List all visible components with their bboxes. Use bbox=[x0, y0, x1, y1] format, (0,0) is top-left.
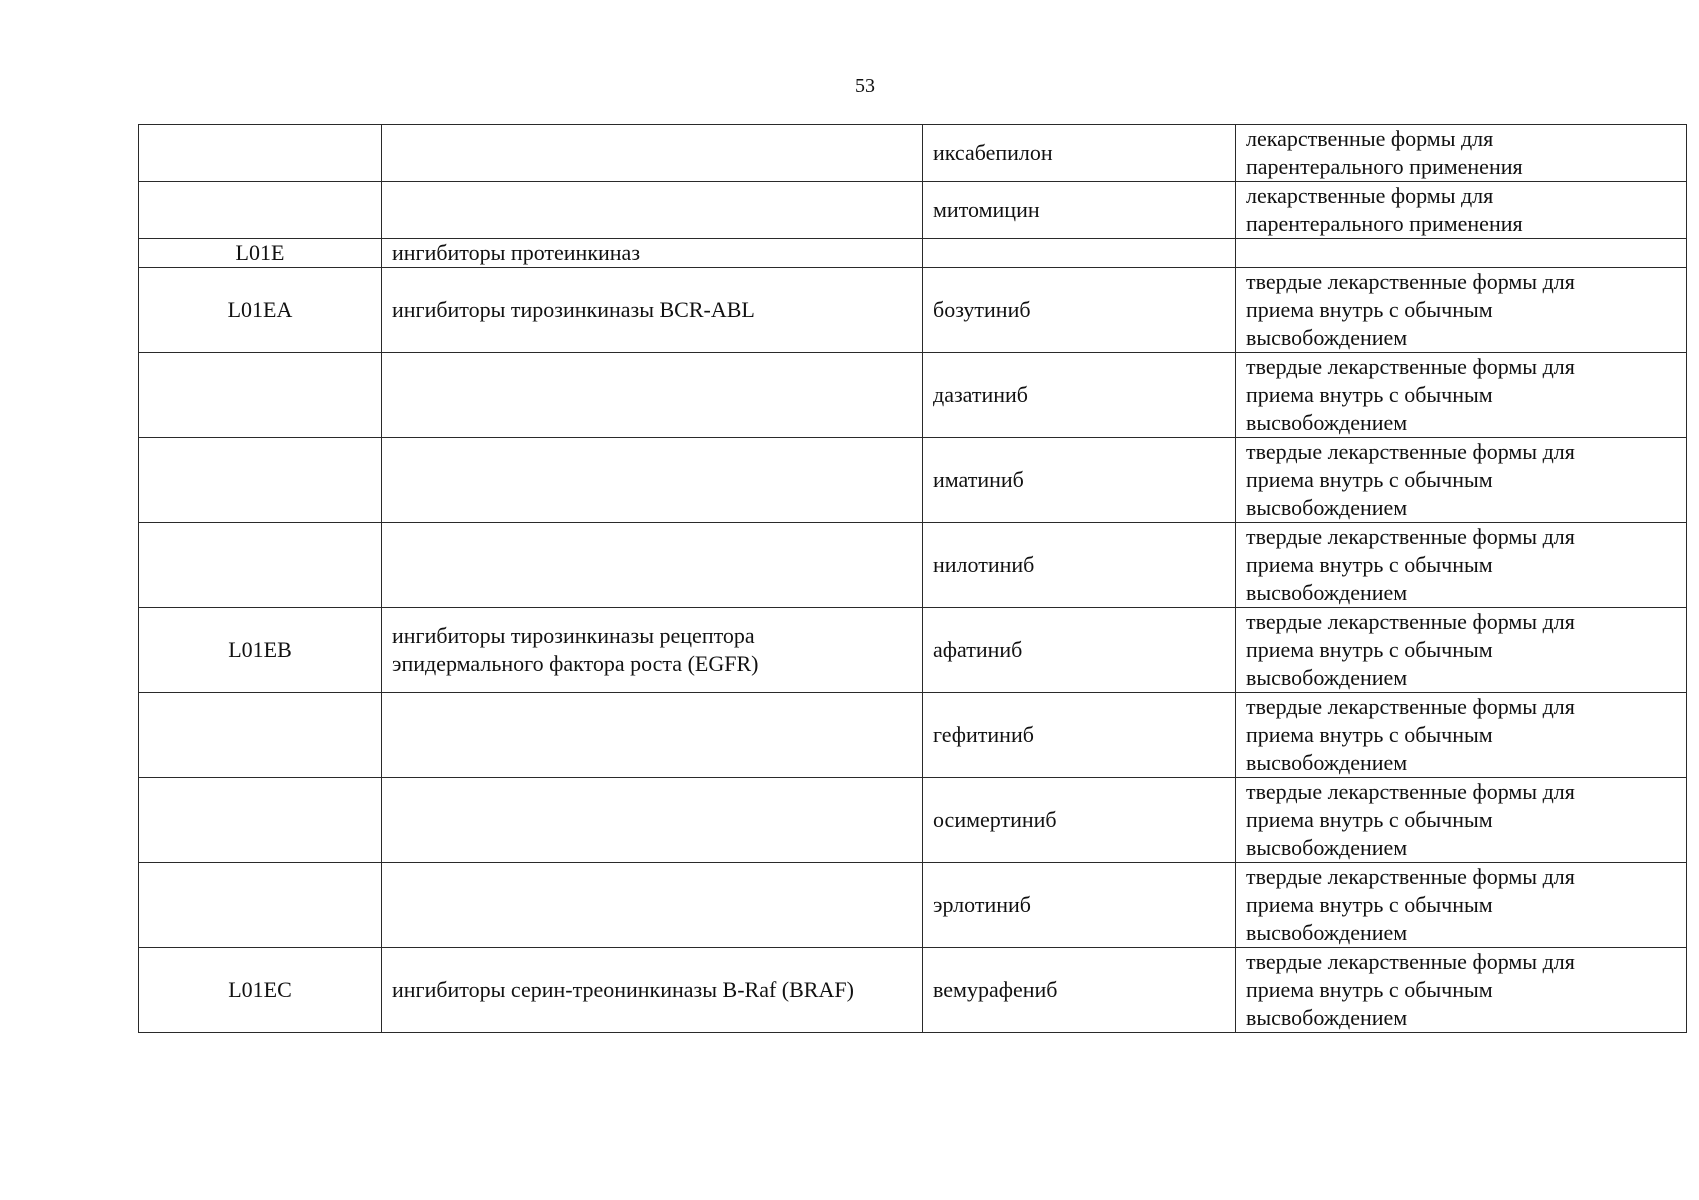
atc-code-cell: L01E bbox=[139, 239, 382, 268]
table-row bbox=[139, 863, 1687, 948]
table-row bbox=[139, 239, 1687, 268]
drug-list-table bbox=[138, 124, 1687, 1033]
group-name-cell bbox=[382, 863, 923, 948]
table-row bbox=[139, 523, 1687, 608]
table-row bbox=[139, 353, 1687, 438]
table-row bbox=[139, 182, 1687, 239]
dosage-form-cell: твердые лекарственные формы для приема внутрь с обычным высвобождением bbox=[1236, 438, 1687, 523]
group-name-cell bbox=[382, 438, 923, 523]
drug-name-cell: иксабепилон bbox=[923, 125, 1236, 182]
atc-code-cell bbox=[139, 863, 382, 948]
table-row bbox=[139, 948, 1687, 1033]
dosage-form-cell: лекарственные формы для парентерального применения bbox=[1236, 182, 1687, 239]
group-name-cell bbox=[382, 182, 923, 239]
group-name-cell: ингибиторы серин-треонинкиназы B-Raf (BRAF) bbox=[382, 948, 923, 1033]
drug-name-cell bbox=[923, 239, 1236, 268]
dosage-form-cell: твердые лекарственные формы для приема внутрь с обычным высвобождением bbox=[1236, 863, 1687, 948]
table-row bbox=[139, 608, 1687, 693]
atc-code-cell bbox=[139, 523, 382, 608]
drug-name-cell: нилотиниб bbox=[923, 523, 1236, 608]
table-row bbox=[139, 693, 1687, 778]
group-name-cell bbox=[382, 353, 923, 438]
dosage-form-cell: твердые лекарственные формы для приема внутрь с обычным высвобождением bbox=[1236, 608, 1687, 693]
dosage-form-cell: твердые лекарственные формы для приема внутрь с обычным высвобождением bbox=[1236, 268, 1687, 353]
atc-code-cell: L01EC bbox=[139, 948, 382, 1033]
dosage-form-cell: твердые лекарственные формы для приема внутрь с обычным высвобождением bbox=[1236, 693, 1687, 778]
dosage-form-cell: твердые лекарственные формы для приема внутрь с обычным высвобождением bbox=[1236, 948, 1687, 1033]
dosage-form-cell: твердые лекарственные формы для приема внутрь с обычным высвобождением bbox=[1236, 778, 1687, 863]
drug-name-cell: гефитиниб bbox=[923, 693, 1236, 778]
page-number: 53 bbox=[855, 75, 875, 97]
atc-code-cell bbox=[139, 125, 382, 182]
table-row bbox=[139, 778, 1687, 863]
group-name-cell bbox=[382, 778, 923, 863]
table-row bbox=[139, 125, 1687, 182]
dosage-form-cell: твердые лекарственные формы для приема внутрь с обычным высвобождением bbox=[1236, 523, 1687, 608]
atc-code-cell bbox=[139, 438, 382, 523]
atc-code-cell bbox=[139, 353, 382, 438]
atc-code-cell: L01EA bbox=[139, 268, 382, 353]
group-name-cell: ингибиторы тирозинкиназы BCR-ABL bbox=[382, 268, 923, 353]
drug-name-cell: иматиниб bbox=[923, 438, 1236, 523]
drug-name-cell: осимертиниб bbox=[923, 778, 1236, 863]
atc-code-cell bbox=[139, 182, 382, 239]
drug-name-cell: дазатиниб bbox=[923, 353, 1236, 438]
dosage-form-cell: твердые лекарственные формы для приема внутрь с обычным высвобождением bbox=[1236, 353, 1687, 438]
drug-name-cell: митомицин bbox=[923, 182, 1236, 239]
group-name-cell: ингибиторы протеинкиназ bbox=[382, 239, 923, 268]
atc-code-cell: L01EB bbox=[139, 608, 382, 693]
atc-code-cell bbox=[139, 693, 382, 778]
drug-name-cell: бозутиниб bbox=[923, 268, 1236, 353]
drug-name-cell: афатиниб bbox=[923, 608, 1236, 693]
group-name-cell: ингибиторы тирозинкиназы рецептора эпидермального фактора роста (EGFR) bbox=[382, 608, 923, 693]
table-row bbox=[139, 438, 1687, 523]
drug-name-cell: вемурафениб bbox=[923, 948, 1236, 1033]
atc-code-cell bbox=[139, 778, 382, 863]
table-row bbox=[139, 268, 1687, 353]
dosage-form-cell bbox=[1236, 239, 1687, 268]
dosage-form-cell: лекарственные формы для парентерального применения bbox=[1236, 125, 1687, 182]
drug-name-cell: эрлотиниб bbox=[923, 863, 1236, 948]
group-name-cell bbox=[382, 693, 923, 778]
group-name-cell bbox=[382, 523, 923, 608]
group-name-cell bbox=[382, 125, 923, 182]
